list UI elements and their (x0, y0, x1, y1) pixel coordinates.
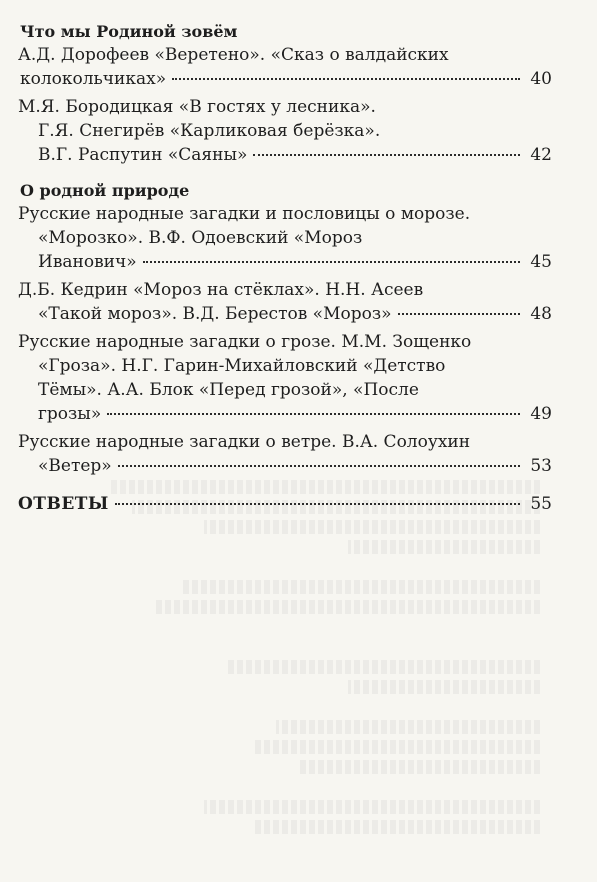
entry-line (18, 354, 552, 378)
entry-line (18, 95, 552, 119)
section-heading: Что мы Родиной зовём (20, 22, 238, 41)
dot-leader (253, 154, 520, 156)
entry-line (18, 143, 552, 167)
entry-line (18, 430, 552, 454)
toc-entry (18, 95, 552, 167)
section-heading: О родной природе (20, 181, 190, 200)
toc-entry (18, 202, 552, 274)
page-number: 40 (530, 69, 552, 89)
answers-entry (18, 492, 552, 516)
entry-line (18, 330, 552, 354)
entry-line (18, 67, 552, 91)
toc-entry (18, 278, 552, 326)
page-number: 42 (530, 145, 552, 165)
entry-text: Г.Я. Снегирёв «Карликовая берёзка». (38, 121, 381, 141)
dot-leader (398, 313, 520, 315)
entry-text: Д.Б. Кедрин «Мороз на стёклах». Н.Н. Асеев (18, 280, 424, 300)
entry-text: «Ветер» (38, 456, 112, 476)
entry-line (18, 454, 552, 478)
entry-line (18, 226, 552, 250)
entry-line (18, 302, 552, 326)
page-number: 48 (530, 304, 552, 324)
answers-title: ОТВЕТЫ (18, 494, 109, 514)
page-number: 49 (530, 404, 552, 424)
entry-line (18, 402, 552, 426)
entry-line (18, 278, 552, 302)
entry-text: грозы» (38, 404, 102, 424)
entry-text: колокольчиках» (20, 69, 167, 89)
entry-text: «Гроза». Н.Г. Гарин-Михайловский «Детство (38, 356, 446, 376)
entry-text: Иванович» (38, 252, 137, 272)
toc-entry (18, 43, 552, 91)
entry-line (18, 119, 552, 143)
dot-leader (115, 503, 520, 505)
entry-line (18, 250, 552, 274)
dot-leader (107, 413, 520, 415)
page-number: 53 (530, 456, 552, 476)
entry-text: А.Д. Дорофеев «Веретено». «Сказ о валдайских (18, 45, 449, 65)
entry-text: М.Я. Бородицкая «В гостях у лесника». (18, 97, 376, 117)
entry-text: Русские народные загадки и пословицы о морозе. (18, 204, 471, 224)
table-of-contents (18, 20, 552, 516)
entry-line (18, 202, 552, 226)
entry-text: В.Г. Распутин «Саяны» (38, 145, 248, 165)
toc-entry (18, 330, 552, 426)
entry-text: Русские народные загадки о грозе. М.М. Зощенко (18, 332, 472, 352)
dot-leader (172, 78, 520, 80)
entry-line (18, 378, 552, 402)
entry-text: «Морозко». В.Ф. Одоевский «Мороз (38, 228, 363, 248)
entry-text: Русские народные загадки о ветре. В.А. Солоухин (18, 432, 471, 452)
dot-leader (143, 261, 520, 263)
entry-line (18, 43, 552, 67)
page-number: 45 (530, 252, 552, 272)
toc-entry (18, 430, 552, 478)
entry-text: «Такой мороз». В.Д. Берестов «Мороз» (38, 304, 392, 324)
dot-leader (118, 465, 520, 467)
page-number: 55 (530, 494, 552, 514)
show-through-texture (60, 480, 540, 860)
entry-text: Тёмы». А.А. Блок «Перед грозой», «После (38, 380, 419, 400)
